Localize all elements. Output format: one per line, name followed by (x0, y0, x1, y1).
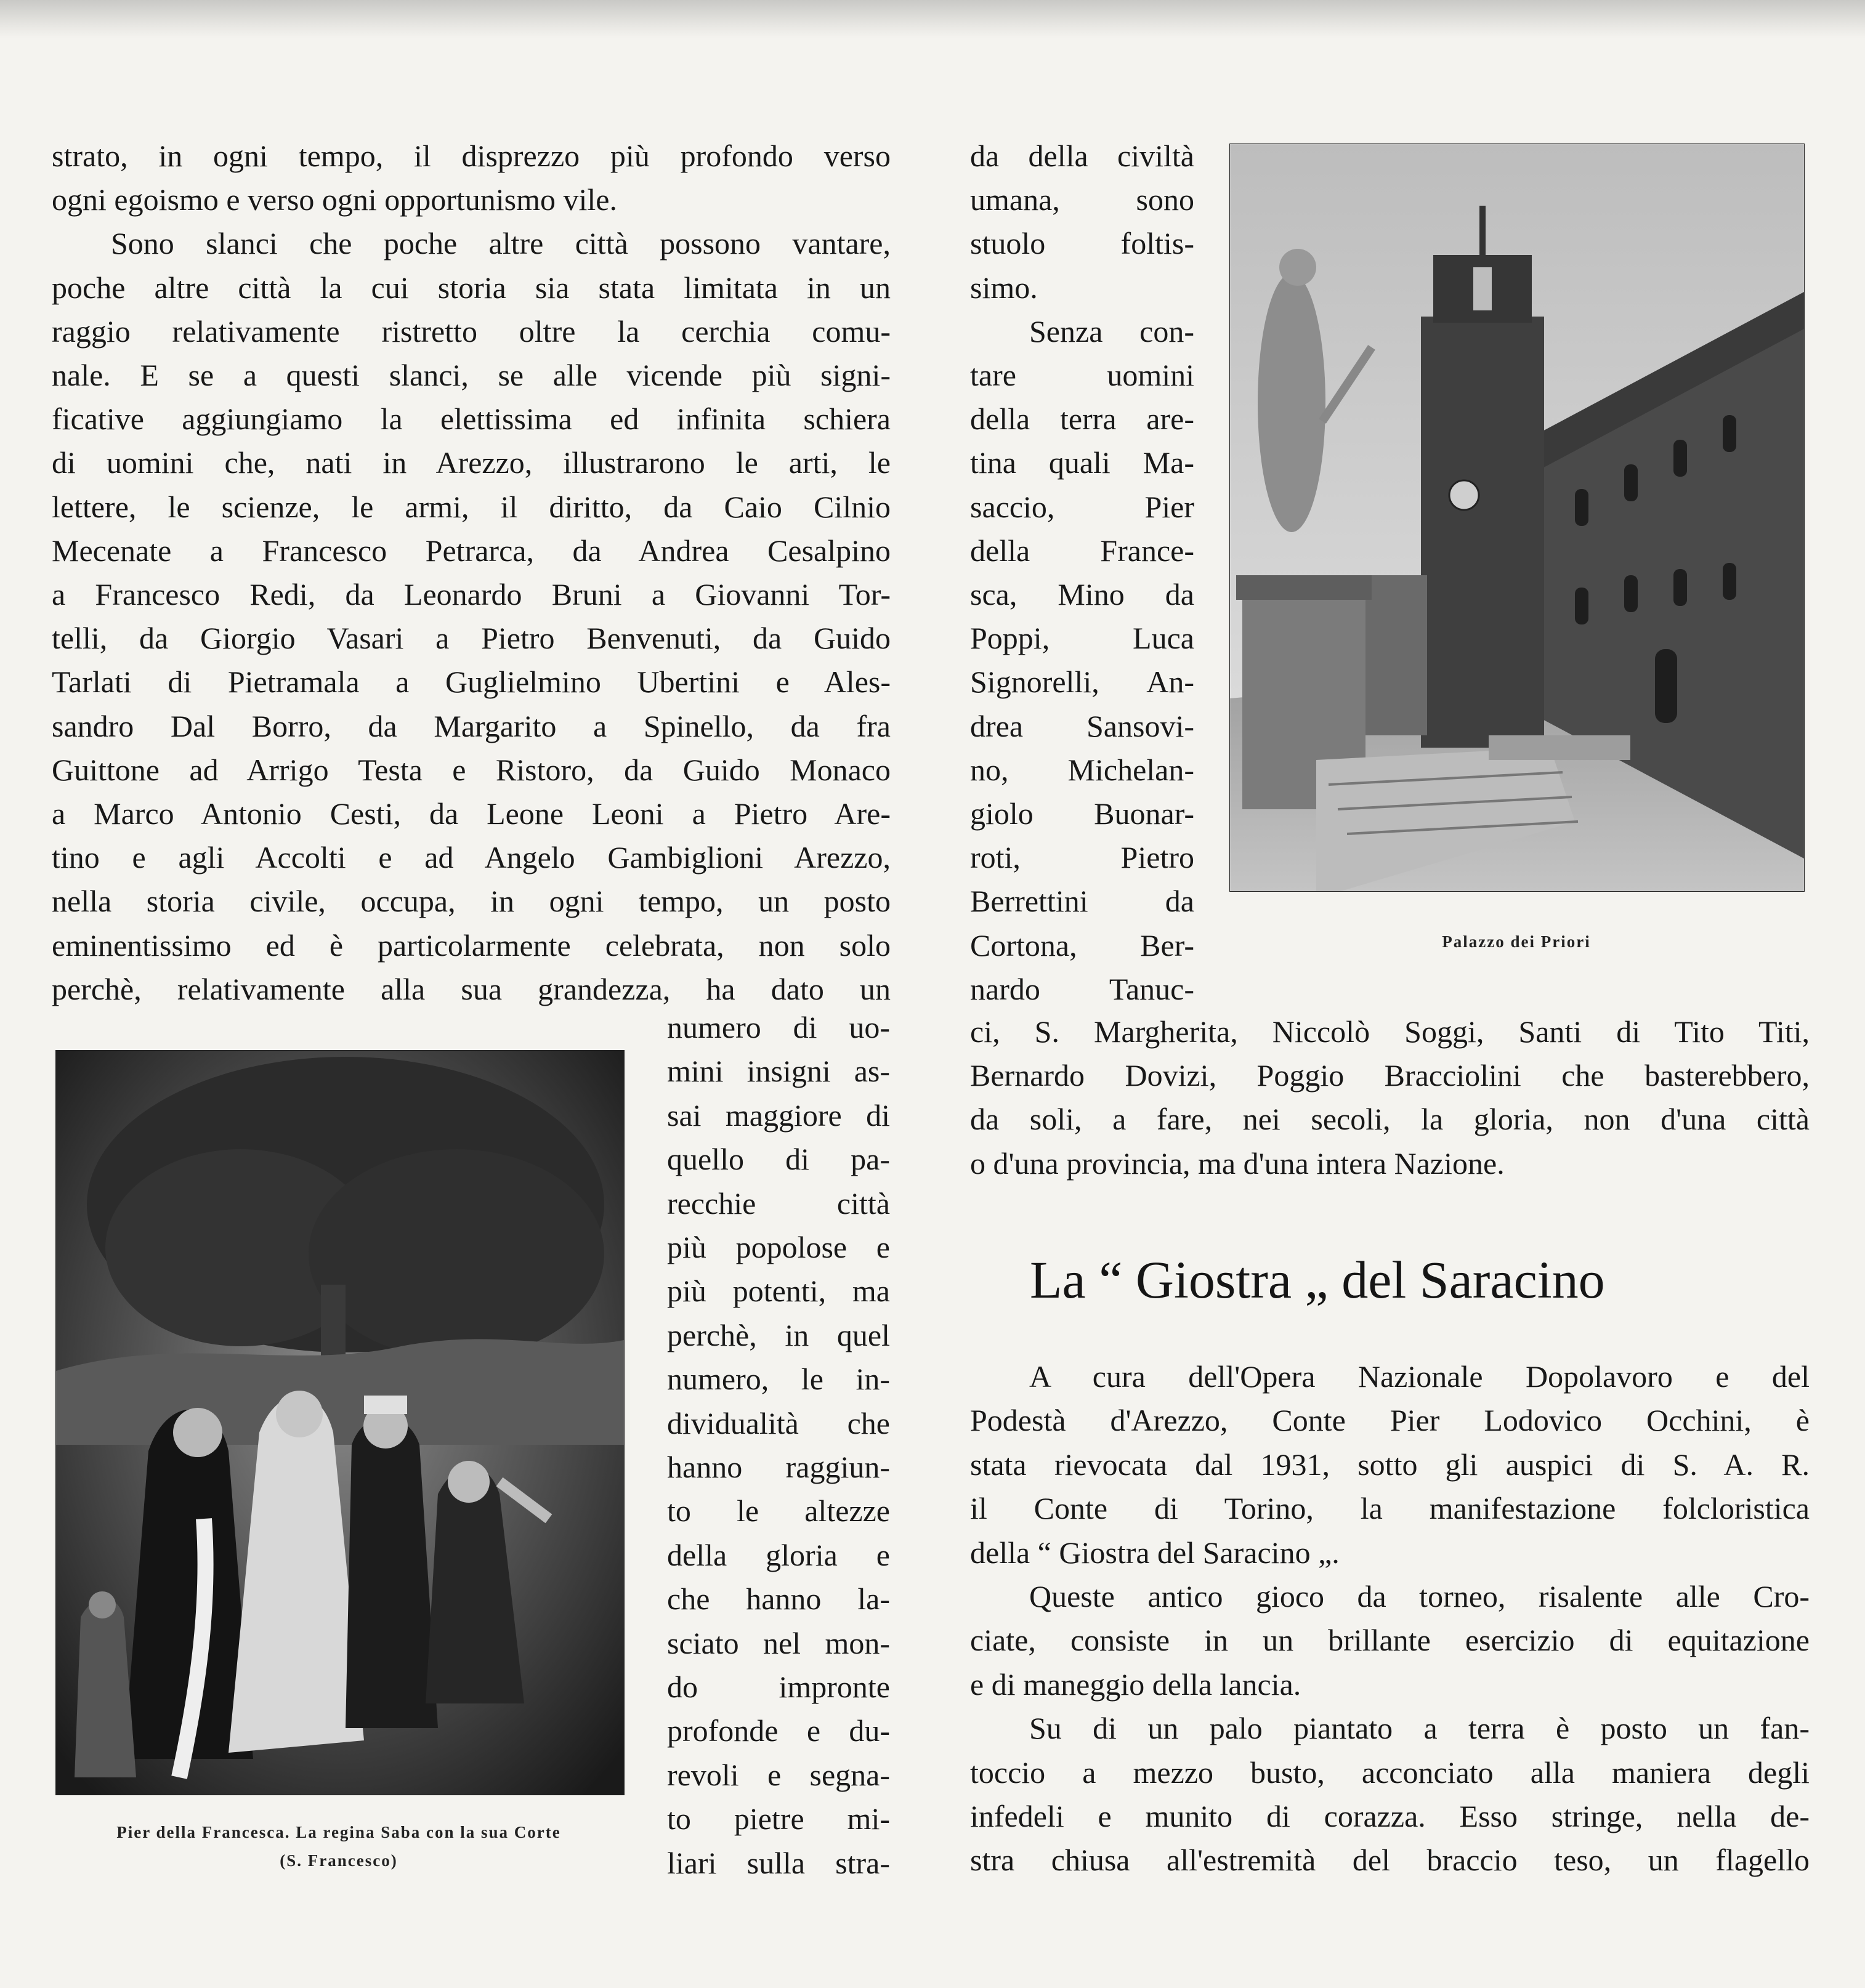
right-narrow-column-line: no, Michelan- (970, 752, 1194, 787)
left-narrow-column-line: hanno raggiun- (667, 1450, 890, 1484)
right-narrow-column-line: da della civiltà (970, 139, 1194, 173)
left-column-line: nella storia civile, occupa, in ogni tempo, un posto (52, 884, 891, 919)
left-narrow-column-line: mini insigni as- (667, 1054, 890, 1089)
left-narrow-column-line: liari sulla stra- (667, 1845, 890, 1880)
section-body-line: toccio a mezzo busto, acconciato alla maniera degli (970, 1755, 1810, 1790)
left-narrow-column-line: sciato nel mon- (667, 1625, 890, 1660)
left-column-line: di uomini che, nati in Arezzo, illustrarono le arti, le (52, 445, 891, 480)
right-narrow-column-line: drea Sansovi- (970, 708, 1194, 743)
left-column-line: eminentissimo ed è particolarmente celebrata, non solo (52, 927, 891, 963)
right-narrow-column-line: Senza con- (1029, 313, 1194, 349)
scan-top-edge (0, 0, 1865, 38)
right-narrow-column-line: giolo Buonar- (970, 796, 1194, 831)
right-narrow-column-line: sca, Mino da (970, 577, 1194, 612)
right-narrow-column-line: della France- (970, 533, 1194, 568)
right-narrow-column-line: Signorelli, An- (970, 665, 1194, 700)
left-narrow-column-line: revoli e segna- (667, 1757, 890, 1792)
palazzo-dei-priori-photo (1229, 143, 1805, 892)
left-column-line: sandro Dal Borro, da Margarito a Spinello, da fra (52, 708, 891, 743)
left-narrow-column-line: perchè, in quel (667, 1317, 890, 1352)
section-body-line: Podestà d'Arezzo, Conte Pier Lodovico Occhini, è (970, 1403, 1810, 1438)
left-column-line: Mecenate a Francesco Petrarca, da Andrea Cesalpino (52, 533, 891, 568)
section-body-line: Queste antico gioco da torneo, risalente alle Cro- (1029, 1579, 1810, 1614)
left-column-line: perchè, relativamente alla sua grandezza, ha dato un (52, 971, 891, 1006)
right-column-continuation-line: ci, S. Margherita, Niccolò Soggi, Santi di Tito Titi, (970, 1014, 1810, 1049)
left-column-line: poche altre città la cui storia sia stata limitata in un (52, 270, 891, 305)
right-narrow-column-line: della terra are- (970, 402, 1194, 437)
left-narrow-column-line: numero, le in- (667, 1362, 890, 1397)
left-narrow-column-line: dividualità che (667, 1405, 890, 1440)
left-narrow-column-line: do impronte (667, 1670, 890, 1704)
left-column-line: a Marco Antonio Cesti, da Leone Leoni a Pietro Are- (52, 796, 891, 831)
section-heading: La “ Giostra „ del Saracino (1030, 1250, 1605, 1309)
section-body-line: Su di un palo piantato a terra è posto un fan- (1029, 1711, 1810, 1746)
fresco-caption-line2: (S. Francesco) (280, 1851, 398, 1870)
right-column-continuation-line: da soli, a fare, nei secoli, la gloria, non d'una città (970, 1102, 1810, 1137)
left-narrow-column-line: profonde e du- (667, 1713, 890, 1748)
left-column-line: raggio relativamente ristretto oltre la cerchia comu- (52, 313, 891, 349)
section-body-line: stra chiusa all'estremità del braccio teso, un flagello (970, 1843, 1810, 1878)
left-column-line: a Francesco Redi, da Leonardo Bruni a Giovanni Tor- (52, 577, 891, 612)
right-narrow-column-line: tare uomini (970, 358, 1194, 392)
section-body-line: e di maneggio della lancia. (970, 1667, 1301, 1702)
right-narrow-column-line: tina quali Ma- (970, 445, 1194, 480)
left-narrow-column-line: sai maggiore di (667, 1097, 890, 1133)
right-narrow-column-line: roti, Pietro (970, 840, 1194, 875)
fresco-regina-saba-photo (55, 1050, 625, 1795)
right-narrow-column-line: saccio, Pier (970, 489, 1194, 524)
palazzo-caption: Palazzo dei Priori (1442, 932, 1591, 951)
left-column-line: strato, in ogni tempo, il disprezzo più profondo verso (52, 139, 891, 173)
right-narrow-column-line: stuolo foltis- (970, 226, 1194, 261)
left-narrow-column-line: della gloria e (667, 1537, 890, 1572)
section-body-line: ciate, consiste in un brillante esercizio di equitazione (970, 1623, 1810, 1658)
left-column-line: telli, da Giorgio Vasari a Pietro Benvenuti, da Guido (52, 621, 891, 656)
left-column-line: Tarlati di Pietramala a Guglielmino Ubertini e Ales- (52, 665, 891, 700)
section-body-line: stata rievocata dal 1931, sotto gli auspici di S. A. R. (970, 1447, 1810, 1482)
left-narrow-column-line: che hanno la- (667, 1582, 890, 1617)
right-column-continuation-line: Bernardo Dovizi, Poggio Bracciolini che basterebbero, (970, 1058, 1810, 1093)
left-column-line: lettere, le scienze, le armi, il diritto, da Caio Cilnio (52, 489, 891, 524)
section-body-line: infedeli e munito di corazza. Esso stringe, nella de- (970, 1799, 1810, 1833)
left-narrow-column-line: to pietre mi- (667, 1801, 890, 1836)
left-column-line: tino e agli Accolti e ad Angelo Gambiglioni Arezzo, (52, 840, 891, 875)
left-column-line: Guittone ad Arrigo Testa e Ristoro, da Guido Monaco (52, 752, 891, 787)
left-narrow-column-line: più popolose e (667, 1230, 890, 1264)
left-narrow-column-line: numero di uo- (667, 1010, 890, 1045)
left-column-line: Sono slanci che poche altre città possono vantare, (111, 226, 891, 261)
fresco-image (56, 1051, 624, 1795)
right-narrow-column-line: Poppi, Luca (970, 621, 1194, 656)
left-narrow-column-line: recchie città (667, 1186, 890, 1221)
right-narrow-column-line: umana, sono (970, 182, 1194, 217)
right-narrow-column-line: Cortona, Ber- (970, 927, 1194, 963)
section-body-line: della “ Giostra del Saracino „. (970, 1535, 1340, 1570)
section-body-line: A cura dell'Opera Nazionale Dopolavoro e del (1029, 1359, 1810, 1394)
right-narrow-column-line: simo. (970, 270, 1038, 305)
left-column-line: nale. E se a questi slanci, se alle vicende più signi- (52, 358, 891, 392)
section-body-line: il Conte di Torino, la manifestazione folcloristica (970, 1491, 1810, 1526)
left-narrow-column-line: to le altezze (667, 1493, 890, 1529)
right-narrow-column-line: Berrettini da (970, 884, 1194, 919)
left-narrow-column-line: quello di pa- (667, 1142, 890, 1177)
fresco-caption-line1: Pier della Francesca. La regina Saba con la sua Corte (116, 1823, 561, 1841)
palazzo-photo-image (1230, 144, 1804, 891)
left-column-line: ficative aggiungiamo la elettissima ed infinita schiera (52, 402, 891, 437)
left-narrow-column-line: più potenti, ma (667, 1274, 890, 1309)
right-column-continuation-line: o d'una provincia, ma d'una intera Nazione. (970, 1146, 1505, 1181)
right-narrow-column-line: nardo Tanuc- (970, 971, 1194, 1006)
left-column-line: ogni egoismo e verso ogni opportunismo vile. (52, 182, 617, 217)
